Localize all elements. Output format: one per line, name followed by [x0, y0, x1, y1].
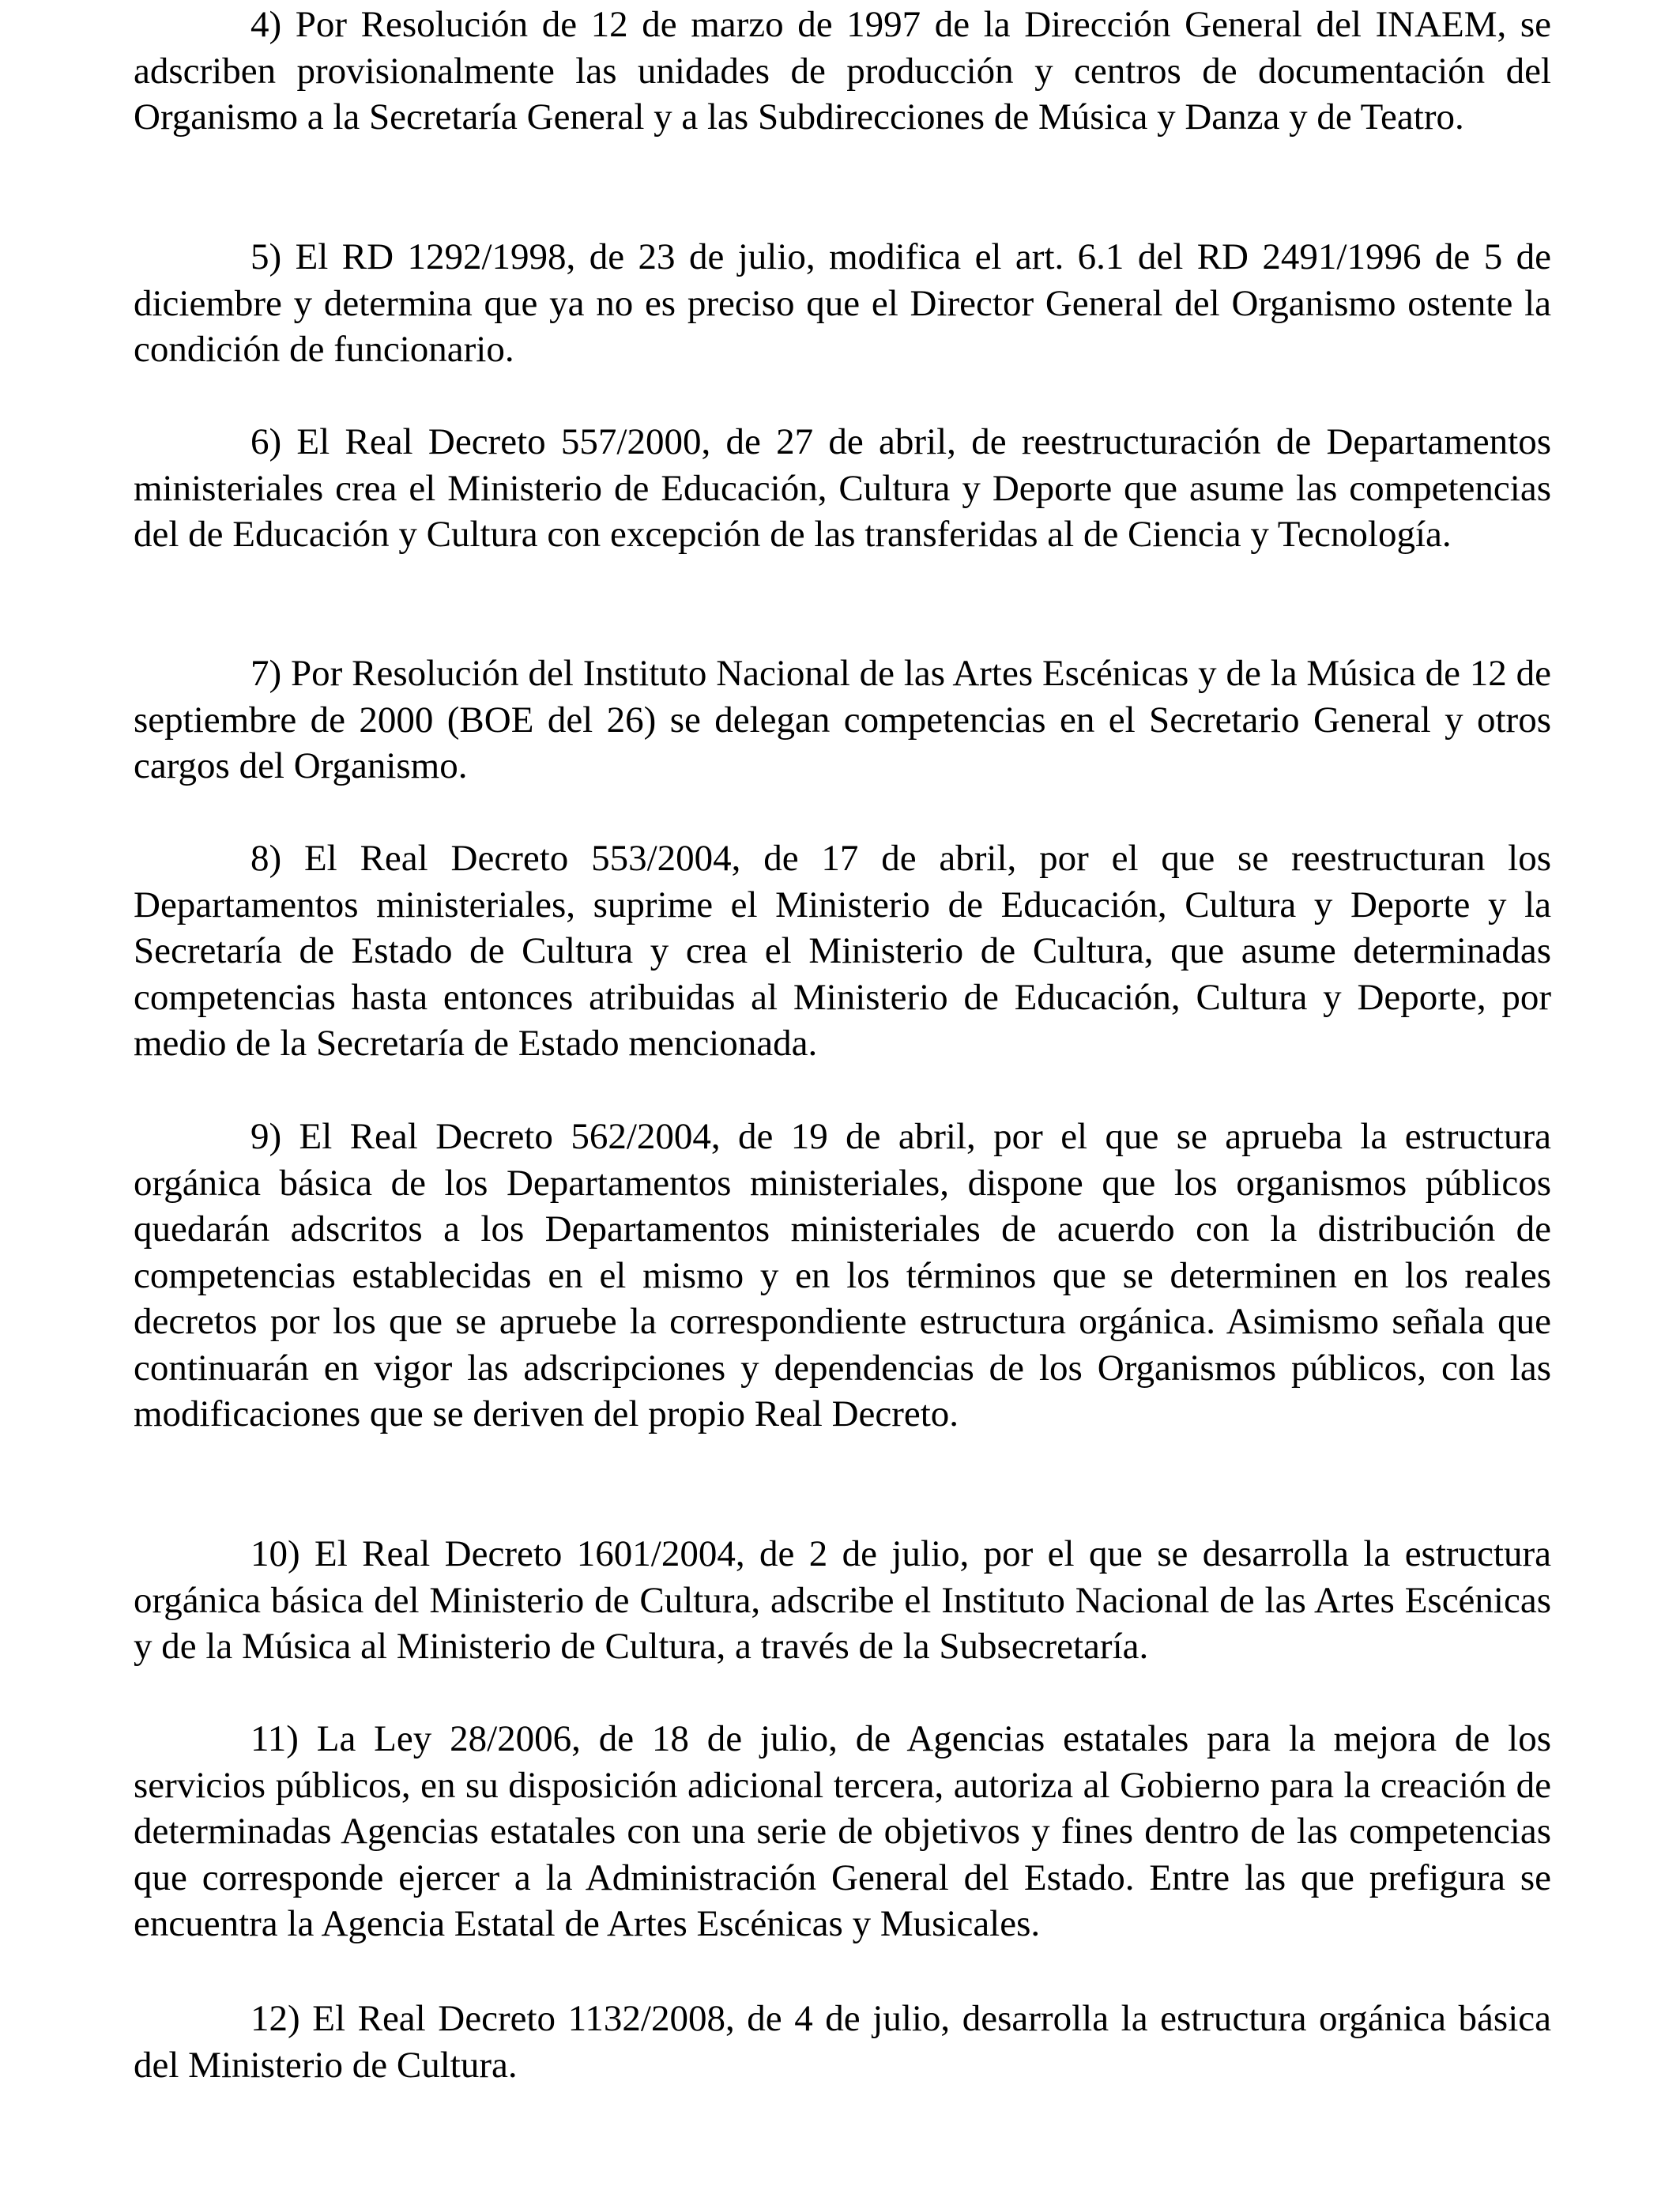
paragraph-5: 5) El RD 1292/1998, de 23 de julio, modifica el art. 6.1 del RD 2491/1996 de 5 de diciembre y determina que ya no es preciso que el Director General del Organismo ostente la condición de funcionario.: [134, 236, 1551, 370]
paragraph-6: 6) El Real Decreto 557/2000, de 27 de abril, de reestructuración de Departamentos ministeriales crea el Ministerio de Educación, Cultura y Deporte que asume las competencias del de Educación y Cultura con excepción de las transferidas al de Ciencia y Tecnología.: [134, 421, 1551, 555]
paragraph-12: 12) El Real Decreto 1132/2008, de 4 de julio, desarrolla la estructura orgánica básica del Ministerio de Cultura.: [134, 1998, 1551, 2086]
paragraph-4: 4) Por Resolución de 12 de marzo de 1997 de la Dirección General del INAEM, se adscriben provisionalmente las unidades de producción y centros de documentación del Organismo a la Secretaría General y a las Subdirecciones de Música y Danza y de Teatro.: [134, 4, 1551, 138]
paragraph-7: 7) Por Resolución del Instituto Nacional de las Artes Escénicas y de la Música de 12 de septiembre de 2000 (BOE del 26) se delegan competencias en el Secretario General y otros cargos del Organismo.: [134, 653, 1551, 786]
paragraph-11: 11) La Ley 28/2006, de 18 de julio, de Agencias estatales para la mejora de los servicios públicos, en su disposición adicional tercera, autoriza al Gobierno para la creación de determinadas Agencias estatales con una serie de objetivos y fines dentro de las competencias que corresponde ejercer a la Administración General del Estado. Entre las que prefigura se encuentra la Agencia Estatal de Artes Escénicas y Musicales.: [134, 1718, 1551, 1944]
paragraph-10: 10) El Real Decreto 1601/2004, de 2 de julio, por el que se desarrolla la estructura orgánica básica del Ministerio de Cultura, adscribe el Instituto Nacional de las Artes Escénicas y de la Música al Ministerio de Cultura, a través de la Subsecretaría.: [134, 1533, 1551, 1667]
paragraph-8: 8) El Real Decreto 553/2004, de 17 de abril, por el que se reestructuran los Departamentos ministeriales, suprime el Ministerio de Educación, Cultura y Deporte y la Secretaría de Estado de Cultura y crea el Ministerio de Cultura, que asume determinadas competencias hasta entonces atribuidas al Ministerio de Educación, Cultura y Deporte, por medio de la Secretaría de Estado mencionada.: [134, 838, 1551, 1064]
paragraph-9: 9) El Real Decreto 562/2004, de 19 de abril, por el que se aprueba la estructura orgánica básica de los Departamentos ministeriales, dispone que los organismos públicos quedarán adscritos a los Departamentos ministeriales de acuerdo con la distribución de competencias establecidas en el mismo y en los términos que se determinen en los reales decretos por los que se apruebe la correspondiente estructura orgánica. Asimismo señala que continuarán en vigor las adscripciones y dependencias de los Organismos públicos, con las modificaciones que se deriven del propio Real Decreto.: [134, 1116, 1551, 1434]
